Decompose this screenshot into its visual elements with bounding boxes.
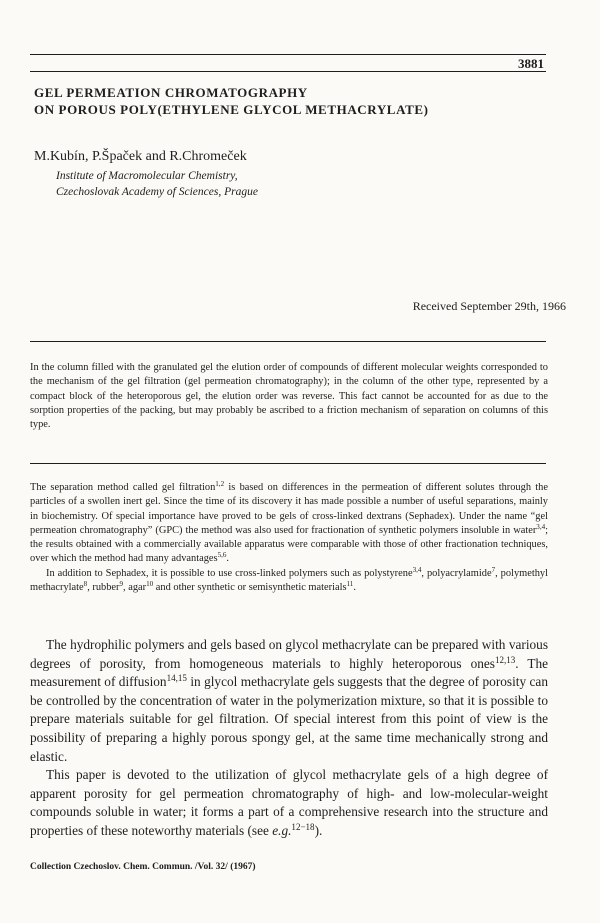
introduction	[30, 481, 548, 595]
abstract: In the column filled with the granulated gel the elution order of compounds of different molecular weights corresponded to the mechanism of the gel filtration (gel permeation chromatography); in the column of the other type, represented by a compact block of the heteroporous gel, the elution order was reverse. This fact cannot be accounted for as due to the sorption properties of the packing, but may probably be ascribed to a friction mechanism of separation on columns of this type.	[30, 362, 548, 431]
intro-paragraph-1: The separation method called gel filtration$^{1,2}$ is based on differences in the permeation of different solutes through the particles of a swollen inert gel. Since the time of its discovery it has made possible a number of useful separations, mainly in biochemistry. Of special importance have proved to be gels of cross-linked dextrans (Sephadex). Under the name “gel permeation chromatography” (GPC) the method was also used for fractionation of synthetic polymers insoluble in water$^{3,4}$; the results obtained with a commercially available apparatus were comparable with those of other fractionation techniques, over which the method had many advantages$^{5,6}$.	[30, 480, 548, 565]
page-number: 3881	[518, 56, 544, 71]
affiliation-line-2: Czechoslovak Academy of Sciences, Prague	[56, 186, 258, 198]
main-body	[30, 636, 548, 841]
citation: 1,2	[215, 480, 225, 489]
body-paragraph-2: This paper is devoted to the utilization of glycol methacrylate gels of a high degree of apparent porosity for gel permeation chromatography of high- and low-molecular-weight compounds soluble in water; it forms a part of a comprehensive research into the structure and properties of these noteworthy materials (see e.g.$^{12-18}$).	[30, 767, 548, 838]
title-line-1: GEL PERMEATION CHROMATOGRAPHY	[34, 85, 308, 100]
citation: 5,6	[217, 551, 227, 560]
article-title	[34, 84, 554, 118]
citation: 3,4	[412, 565, 422, 574]
citation: 9	[119, 580, 124, 589]
affiliation-line-1: Institute of Macromolecular Chemistry,	[56, 170, 238, 182]
abstract-rule-top	[30, 341, 546, 342]
header-rule-top	[30, 54, 546, 55]
citation: 12−18	[291, 821, 315, 832]
citation: 11	[346, 580, 354, 589]
citation: 12,13	[494, 654, 516, 665]
abstract-rule-bottom	[30, 463, 546, 464]
intro-paragraph-2: In addition to Sephadex, it is possible to use cross-linked polymers such as polystyrene$^{3,4}$, polyacrylamide$^7$, polymethyl methacrylate$^8$, rubber$^9$, agar$^{10}$ and other synthetic or semisynthetic materials$^{11}$.	[30, 565, 548, 594]
title-line-2: ON POROUS POLY(ETHYLENE GLYCOL METHACRYLATE)	[34, 102, 429, 117]
authors: M.Kubín, P.Špaček and R.Chromeček	[34, 149, 247, 164]
citation: 10	[146, 580, 154, 589]
citation: 7	[491, 565, 496, 574]
affiliation	[56, 168, 258, 200]
body-paragraph-1: The hydrophilic polymers and gels based on glycol methacrylate can be prepared with various degrees of porosity, from homogeneous materials to highly heteroporous ones$^{12,13}$. The measurement of diffusion$^{14,15}$ in glycol methacrylate gels suggests that the degree of porosity can be controlled by the concentration of water in the polymerization mixture, so that it is possible to prepare materials suitable for gel filtration. Of special interest from this point of view is the possibility of preparing a highly porous spongy gel, at the same time mechanically strong and elastic.	[30, 637, 548, 764]
citation: 14,15	[166, 673, 187, 684]
received-date: Received September 29th, 1966	[412, 299, 566, 313]
citation: 8	[83, 580, 88, 589]
header-rule-bottom	[30, 71, 546, 72]
journal-footer: Collection Czechoslov. Chem. Commun. /Vol. 32/ (1967)	[30, 862, 256, 872]
citation: 3,4	[536, 523, 546, 532]
